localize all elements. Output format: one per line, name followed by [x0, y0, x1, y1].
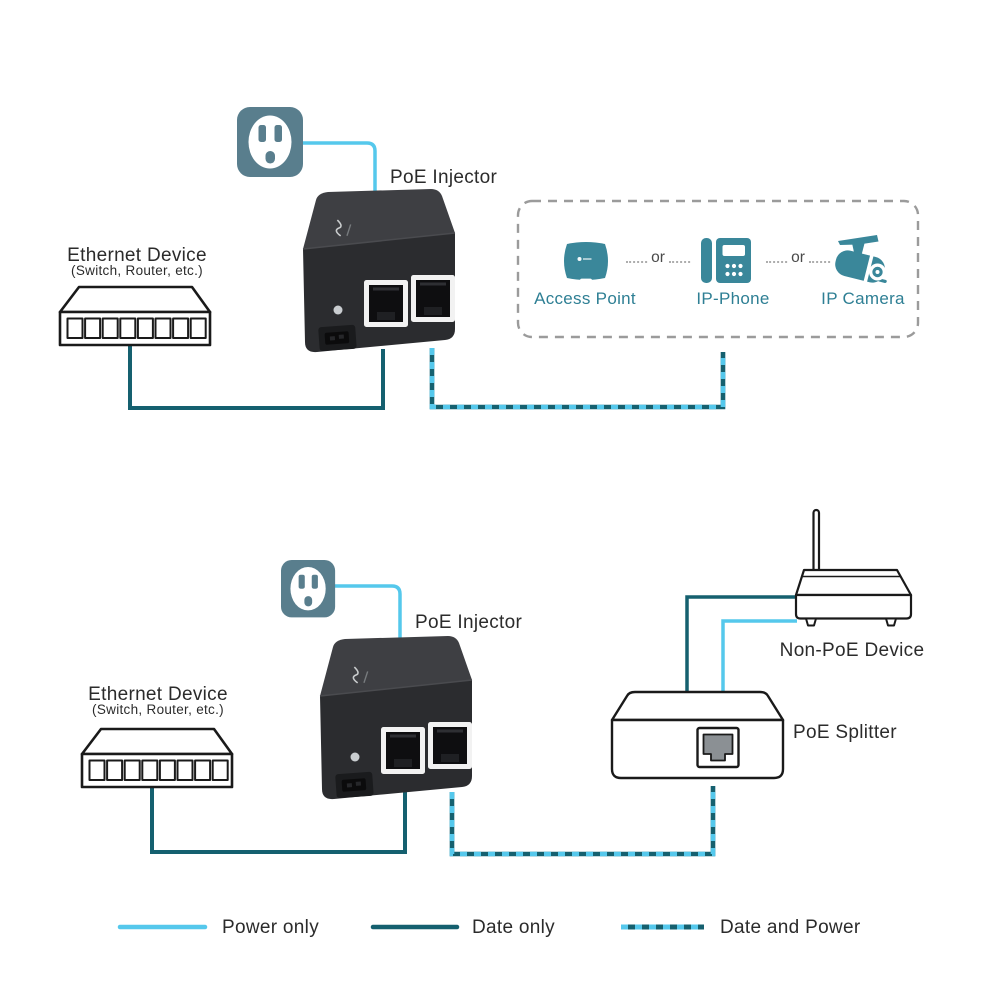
access-point-label: Access Point: [534, 289, 636, 308]
access-point-icon: [564, 242, 608, 283]
poe-injector-label-top: PoE Injector: [390, 167, 498, 188]
non-poe-device: [796, 510, 911, 626]
ip-camera-icon: [832, 235, 887, 286]
antenna: [814, 510, 820, 572]
power-line-top: [303, 143, 375, 196]
data-power-line-top: [432, 348, 723, 407]
ethernet-switch-bottom: [82, 729, 232, 787]
poe-splitter-label: PoE Splitter: [793, 722, 897, 743]
poe-injector-label-bottom: PoE Injector: [415, 612, 523, 633]
ethernet-device-subtitle-bottom: (Switch, Router, etc.): [92, 702, 224, 717]
ethernet-device-subtitle-top: (Switch, Router, etc.): [71, 263, 203, 278]
power-outlet-icon-2: [281, 560, 335, 617]
dotted-line: [809, 261, 830, 263]
ethernet-switch-top: [60, 287, 210, 345]
data-line-top: [130, 346, 383, 408]
ethernet-device-title-bottom: Ethernet Device: [88, 684, 228, 705]
legend-power-only-label: Power only: [222, 917, 319, 938]
dotted-line: [626, 261, 647, 263]
poe-injector-device-bottom: [320, 636, 472, 799]
ip-phone-label: IP-Phone: [696, 289, 770, 308]
poe-injector-device-top: [303, 189, 455, 352]
ip-phone-icon: [701, 238, 751, 283]
dotted-line: [669, 261, 690, 263]
data-line-bottom: [152, 788, 405, 852]
poe-splitter-device: [612, 692, 783, 778]
ethernet-device-title-top: Ethernet Device: [67, 245, 207, 266]
data-power-line-bottom: [452, 786, 713, 854]
ip-camera-label: IP Camera: [821, 289, 905, 308]
non-poe-device-label: Non-PoE Device: [779, 640, 925, 661]
power-line-bottom: [335, 586, 400, 642]
or-separator-1: or: [626, 249, 690, 267]
legend-data-only-label: Date only: [472, 917, 555, 938]
dotted-line: [766, 261, 787, 263]
or-separator-2: or: [766, 249, 830, 267]
legend-data-and-power-label: Date and Power: [720, 917, 861, 938]
power-outlet-icon: [237, 107, 303, 177]
